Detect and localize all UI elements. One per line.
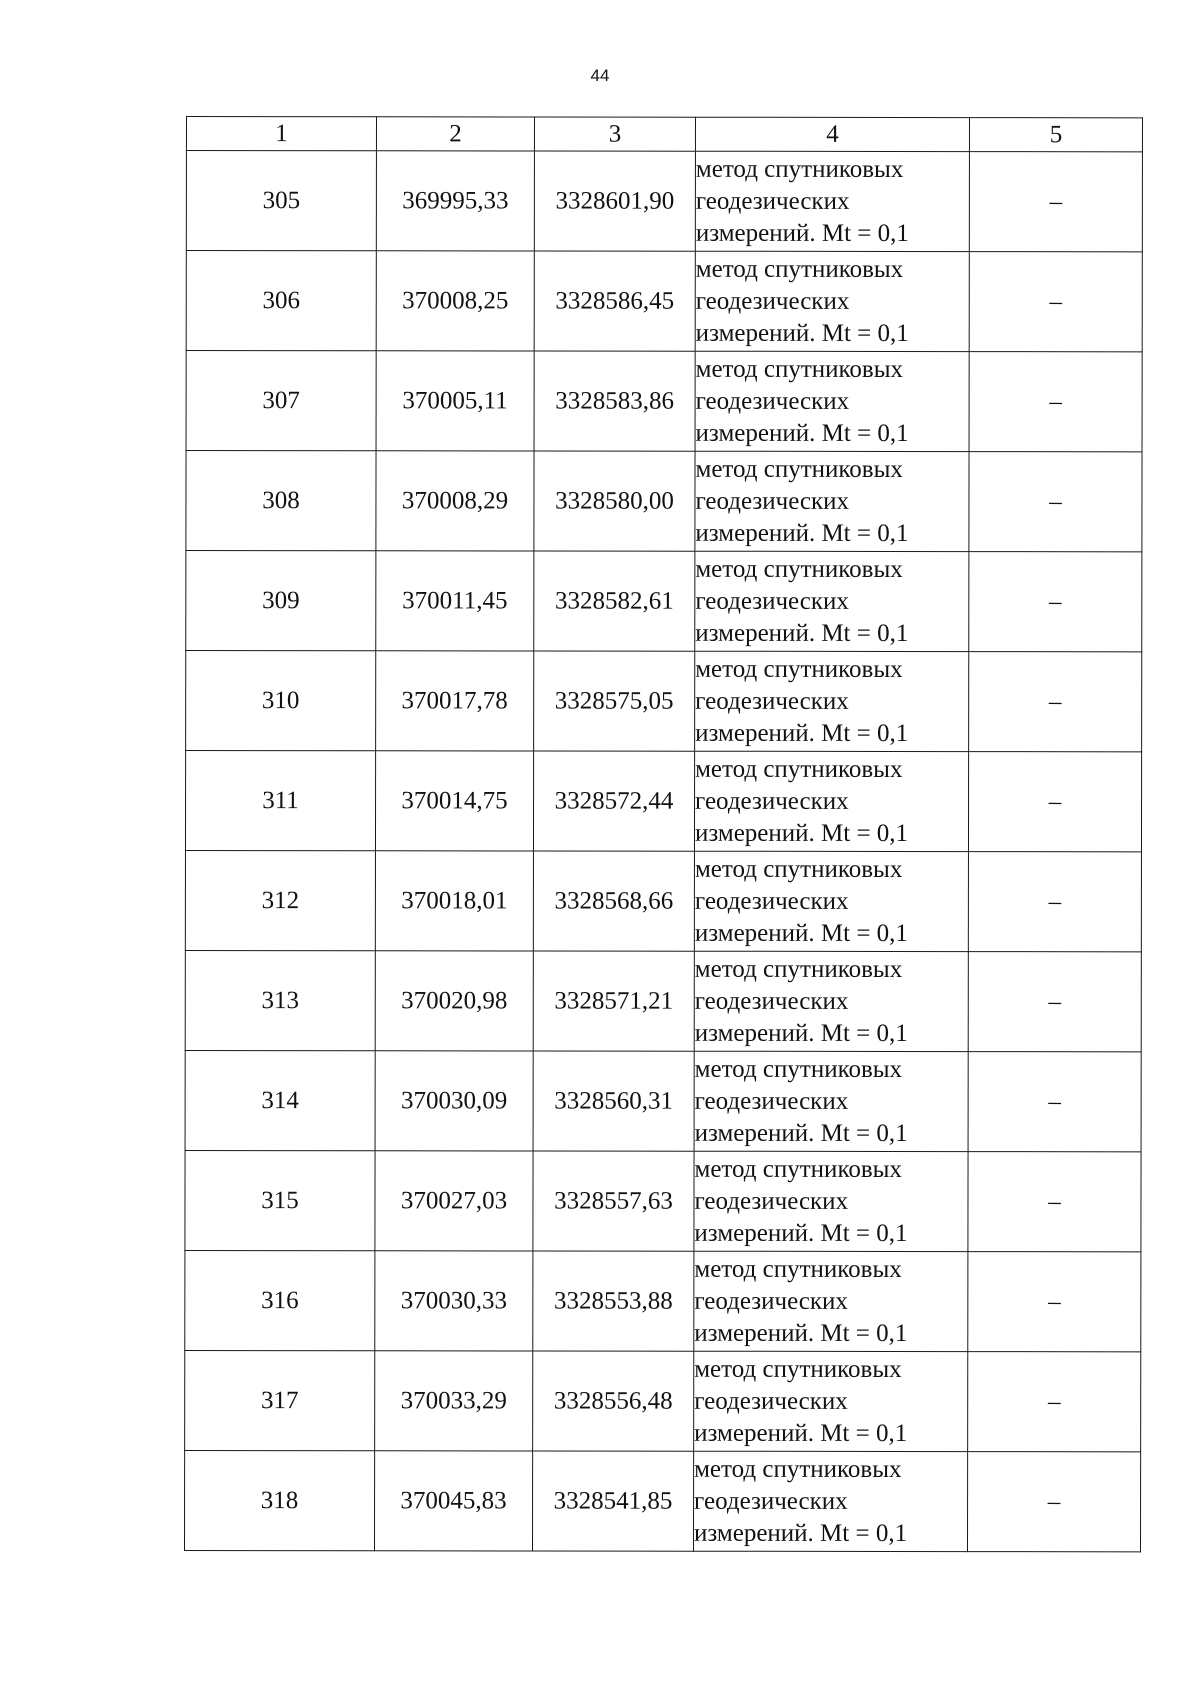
method-cell <box>695 451 969 551</box>
method-line: метод спутниковых <box>695 455 903 483</box>
method-cell <box>694 951 968 1051</box>
y-coordinate-cell: 3328553,88 <box>533 1251 694 1351</box>
y-coordinate-cell: 3328541,85 <box>532 1451 693 1551</box>
table-row <box>186 451 1142 552</box>
method-line: метод спутниковых <box>694 1155 902 1183</box>
method-line: измерений. Mt = 0,1 <box>695 419 909 447</box>
note-cell: – <box>967 1452 1140 1552</box>
note-cell: – <box>969 252 1142 352</box>
method-line: геодезических <box>694 1187 849 1215</box>
y-coordinate-cell: 3328572,44 <box>533 751 694 851</box>
x-coordinate-cell: 370030,09 <box>375 1051 533 1151</box>
table-row <box>184 1450 1140 1551</box>
method-line: геодезических <box>695 687 849 715</box>
y-coordinate-cell: 3328586,45 <box>534 251 695 351</box>
method-line: геодезических <box>695 187 850 215</box>
method-line: метод спутниковых <box>695 755 903 783</box>
note-cell: – <box>968 952 1141 1052</box>
table-row <box>185 1350 1141 1451</box>
table-body <box>184 117 1142 1552</box>
y-coordinate-cell: 3328556,48 <box>533 1351 694 1451</box>
x-coordinate-cell: 370008,25 <box>376 251 534 351</box>
x-coordinate-cell: 370033,29 <box>375 1351 533 1451</box>
table-row <box>185 751 1141 852</box>
method-cell <box>695 651 969 751</box>
x-coordinate-cell: 370018,01 <box>375 851 533 951</box>
point-number-cell: 309 <box>186 551 376 651</box>
table-row <box>185 1050 1141 1151</box>
method-cell <box>695 551 969 651</box>
point-number-cell: 312 <box>185 851 375 951</box>
y-coordinate-cell: 3328583,86 <box>534 351 695 451</box>
note-cell: – <box>968 1352 1141 1452</box>
method-line: метод спутниковых <box>694 1355 902 1383</box>
method-cell <box>694 1051 968 1151</box>
y-coordinate-cell: 3328582,61 <box>534 551 695 651</box>
method-line: измерений. Mt = 0,1 <box>694 1019 908 1047</box>
column-header-1: 1 <box>186 117 376 151</box>
table-row <box>185 1150 1141 1251</box>
note-cell: – <box>969 552 1142 652</box>
table-row <box>186 651 1142 752</box>
point-number-cell: 315 <box>185 1150 375 1250</box>
x-coordinate-cell: 370005,11 <box>376 351 534 451</box>
method-line: измерений. Mt = 0,1 <box>694 1119 908 1147</box>
method-cell <box>695 351 969 451</box>
coordinates-table <box>184 116 1143 1552</box>
method-line: измерений. Mt = 0,1 <box>694 1219 908 1247</box>
method-cell <box>694 1351 968 1451</box>
x-coordinate-cell: 370017,78 <box>376 651 534 751</box>
method-line: геодезических <box>694 1287 848 1315</box>
table-row <box>185 1250 1141 1351</box>
method-line: геодезических <box>694 987 849 1015</box>
point-number-cell: 314 <box>185 1050 375 1150</box>
point-number-cell: 318 <box>184 1450 374 1550</box>
method-line: метод спутниковых <box>694 1055 903 1083</box>
method-line: метод спутниковых <box>694 855 903 883</box>
note-cell: – <box>968 1252 1141 1352</box>
page-number: 44 <box>590 66 610 85</box>
method-line: геодезических <box>694 887 849 915</box>
note-cell: – <box>968 1152 1141 1252</box>
y-coordinate-cell: 3328560,31 <box>533 1051 694 1151</box>
method-line: геодезических <box>694 1387 848 1415</box>
method-line: измерений. Mt = 0,1 <box>695 219 909 247</box>
note-cell: – <box>969 652 1142 752</box>
y-coordinate-cell: 3328601,90 <box>534 151 695 251</box>
method-line: геодезических <box>695 587 849 615</box>
y-coordinate-cell: 3328580,00 <box>534 451 695 551</box>
note-cell: – <box>969 452 1142 552</box>
y-coordinate-cell: 3328575,05 <box>534 651 695 751</box>
method-line: метод спутниковых <box>694 955 903 983</box>
note-cell: – <box>968 1052 1141 1152</box>
method-line: метод спутниковых <box>695 355 904 383</box>
point-number-cell: 305 <box>186 151 376 251</box>
note-cell: – <box>969 152 1142 252</box>
method-cell <box>695 151 969 251</box>
x-coordinate-cell: 370014,75 <box>375 751 533 851</box>
column-header-4: 4 <box>695 117 969 151</box>
method-line: геодезических <box>695 387 850 415</box>
point-number-cell: 317 <box>185 1350 375 1450</box>
table-row <box>186 351 1142 452</box>
method-line: измерений. Mt = 0,1 <box>694 1319 908 1347</box>
table-row <box>186 151 1142 252</box>
method-line: метод спутниковых <box>695 655 903 683</box>
x-coordinate-cell: 369995,33 <box>376 151 534 251</box>
method-cell <box>694 851 968 951</box>
method-cell <box>694 1151 968 1251</box>
method-line: метод спутниковых <box>694 1255 902 1283</box>
method-line: метод спутниковых <box>695 255 904 283</box>
method-line: геодезических <box>695 287 850 315</box>
method-cell <box>694 751 968 851</box>
x-coordinate-cell: 370011,45 <box>376 551 534 651</box>
method-line: измерений. Mt = 0,1 <box>694 919 908 947</box>
method-line: метод спутниковых <box>695 155 904 183</box>
method-line: измерений. Mt = 0,1 <box>694 1419 908 1447</box>
method-cell <box>695 251 969 351</box>
method-line: геодезических <box>694 1487 848 1515</box>
method-line: геодезических <box>694 1087 849 1115</box>
method-line: метод спутниковых <box>695 555 903 583</box>
method-line: измерений. Mt = 0,1 <box>695 519 909 547</box>
header-row <box>186 117 1142 152</box>
point-number-cell: 316 <box>185 1250 375 1350</box>
method-cell <box>694 1251 968 1351</box>
method-line: метод спутниковых <box>694 1455 902 1483</box>
note-cell: – <box>969 352 1142 452</box>
table-row <box>185 851 1141 952</box>
point-number-cell: 306 <box>186 251 376 351</box>
y-coordinate-cell: 3328568,66 <box>533 851 694 951</box>
x-coordinate-cell: 370045,83 <box>374 1451 532 1551</box>
note-cell: – <box>968 752 1141 852</box>
method-line: геодезических <box>695 787 849 815</box>
column-header-2: 2 <box>376 117 534 151</box>
point-number-cell: 313 <box>185 950 375 1050</box>
method-line: измерений. Mt = 0,1 <box>695 319 909 347</box>
table-row <box>186 251 1142 352</box>
x-coordinate-cell: 370030,33 <box>375 1251 533 1351</box>
column-header-5: 5 <box>969 118 1142 152</box>
x-coordinate-cell: 370027,03 <box>375 1151 533 1251</box>
table-row <box>186 551 1142 652</box>
y-coordinate-cell: 3328571,21 <box>533 951 694 1051</box>
point-number-cell: 310 <box>186 651 376 751</box>
table-row <box>185 950 1141 1051</box>
method-line: геодезических <box>695 487 850 515</box>
method-cell <box>693 1451 967 1551</box>
point-number-cell: 311 <box>185 751 375 851</box>
x-coordinate-cell: 370008,29 <box>376 451 534 551</box>
x-coordinate-cell: 370020,98 <box>375 951 533 1051</box>
method-line: измерений. Mt = 0,1 <box>694 819 909 847</box>
method-line: измерений. Mt = 0,1 <box>695 619 909 647</box>
column-header-3: 3 <box>534 117 695 151</box>
method-line: измерений. Mt = 0,1 <box>695 719 909 747</box>
point-number-cell: 308 <box>186 451 376 551</box>
point-number-cell: 307 <box>186 351 376 451</box>
method-line: измерений. Mt = 0,1 <box>694 1519 908 1547</box>
y-coordinate-cell: 3328557,63 <box>533 1151 694 1251</box>
note-cell: – <box>968 852 1141 952</box>
